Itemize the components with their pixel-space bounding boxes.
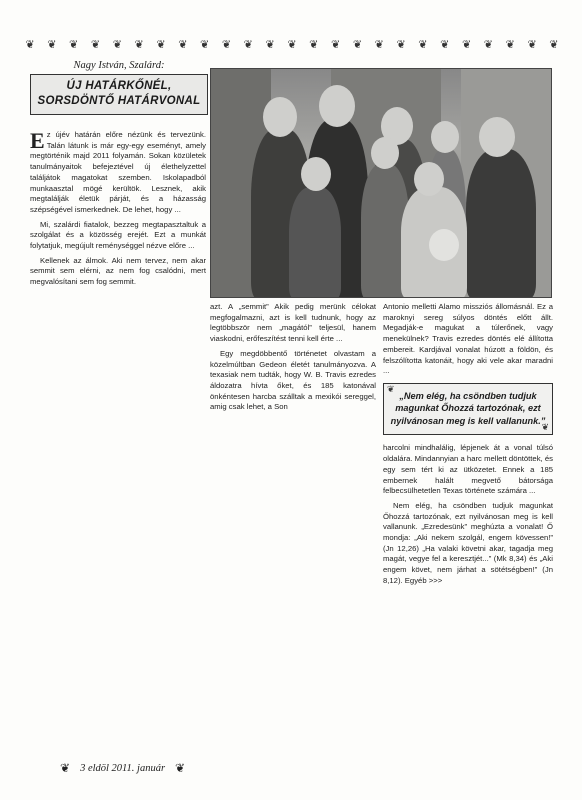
ornament-icon: ❦ xyxy=(461,38,472,51)
pull-quote xyxy=(383,383,553,436)
text-column-2 xyxy=(210,302,376,413)
ornament-icon: ❦ xyxy=(440,38,450,51)
article-title-line-2: SORSDÖNTŐ HATÁRVONAL xyxy=(37,95,201,107)
ornament-icon: ❦ xyxy=(175,761,186,775)
paragraph: Antonio melletti Alamo missziós állomásnál. Ez a maroknyi sereg súlyos döntés előtt állt. Megadják-e magukat a túlerőnek, vagy menekülnek? Travis ezredes döntés elé állította embereit. Kardjával vonalat húzott a földön, és felszólította katonáit, hogy aki vele akar maradni ... xyxy=(383,302,553,376)
ornament-icon: ❦ xyxy=(178,38,188,51)
page-footer xyxy=(60,760,280,776)
ornament-icon: ❦ xyxy=(483,38,493,51)
paragraph: Nem elég, ha csöndben tudjuk magunkat Őhozzá tartozónak, ezt nyilvánosan meg is kell vallanunk. „Ezredesünk” meghúzta a vonalat! Ő mondja: „Aki nekem szolgál, engem kövessen!” (Jn 12,26) „Ha valaki követni akar, tagadja meg magát, vegye fel a keresztjét...” (Mk 8,34) és „Aki engem követ, nem járhat a sötétségben!” (Jn 8,12). Egyéb >>> xyxy=(383,500,553,585)
drop-cap: E xyxy=(30,128,45,153)
ornament-icon: ❦ xyxy=(374,38,384,51)
ornament-icon: ❦ xyxy=(330,38,341,51)
ornament-icon: ❦ xyxy=(112,38,122,51)
ornament-icon: ❦ xyxy=(25,38,35,51)
paragraph: azt. A „semmit” Akik pedig merünk célokat megfogalmazni, azt is kell tudnunk, hogy az legtöbbször nem „magától” teljesül, hanem viaskodni, erőfeszítést tenni kell érte ... xyxy=(210,302,376,344)
ornament-icon: ❦ xyxy=(352,38,363,51)
paragraph: harcolni mindhalálig, lépjenek át a vonal túlsó oldalára. Mindannyian a harc mellett döntöttek, és egy sem tért ki az ütközetet. Ennek a 185 embernek halált megvető bátorsága felbecsülhetetlen Texas története számára ... xyxy=(383,443,553,496)
article-header xyxy=(30,60,208,115)
ornament-icon: ❦ xyxy=(387,384,395,395)
paragraph: z újév határán előre nézünk és tervezünk. Talán látunk is már egy-egy eseményt, amely megtörténik majd 2011 folyamán. Sokan közületek tanulmányaitok befejeztével új élethelyzettel találjátok magatokat szemben. Iskolapadból munkaasztal mögé kerültök. Lesznek, akik megtalálják életük párját, és a házasság szépségével ismerkednek. De lehet, hogy ... xyxy=(30,130,206,214)
text-column-3 xyxy=(383,302,553,587)
ornament-icon: ❦ xyxy=(541,422,549,433)
ornament-icon: ❦ xyxy=(549,38,559,51)
article-title-line-1: ÚJ HATÁRKŐNÉL, xyxy=(66,80,172,92)
ornament-icon: ❦ xyxy=(156,38,166,51)
ornament-icon: ❦ xyxy=(418,38,428,51)
ornament-icon: ❦ xyxy=(309,38,319,51)
family-photo xyxy=(210,68,552,298)
ornament-icon: ❦ xyxy=(69,38,79,51)
paragraph: Mi, szalárdi fiatalok, bezzeg megtapasztaltuk a szolgálat és a közösség erejét. Ezt a munkát folytatjuk, megújult reménységgel nézve előre ... xyxy=(30,219,206,251)
ornament-icon: ❦ xyxy=(134,38,144,51)
ornament-row xyxy=(22,38,562,52)
pull-quote-text: „Nem elég, ha csöndben tudjuk magunkat Őhozzá tartozónak, ezt nyilvánosan meg is kell vallanunk.” xyxy=(390,390,546,426)
ornament-icon: ❦ xyxy=(200,38,210,51)
ornament-icon: ❦ xyxy=(60,761,71,775)
ornament-icon: ❦ xyxy=(396,38,406,51)
ornament-icon: ❦ xyxy=(287,38,297,51)
ornament-icon: ❦ xyxy=(265,38,275,51)
ornament-icon: ❦ xyxy=(221,38,232,51)
paragraph: Kellenek az álmok. Aki nem tervez, nem akar semmit sem elérni, az nem fog csalódni, mert megvalósítani sem fog semmit. xyxy=(30,255,206,287)
issue-line: 3 eldöl 2011. január xyxy=(80,762,166,774)
paragraph: Egy megdöbbentő történetet olvastam a közelmúltban Gedeon életét tanulmányozva. A texasiak nem tudták, hogy W. B. Travis ezredes áldozatra hívta őket, és 185 katonával önkéntesen harcba szálltak a mexikói sereggel, amig csak lehet, a Son xyxy=(210,348,376,412)
text-column-1 xyxy=(30,130,206,288)
ornament-icon: ❦ xyxy=(47,38,57,51)
ornament-icon: ❦ xyxy=(90,38,101,51)
title-box xyxy=(30,74,208,115)
author-line: Nagy István, Szalárd: xyxy=(73,60,165,71)
ornament-icon: ❦ xyxy=(527,38,537,51)
ornament-icon: ❦ xyxy=(243,38,253,51)
ornament-icon: ❦ xyxy=(505,38,515,51)
